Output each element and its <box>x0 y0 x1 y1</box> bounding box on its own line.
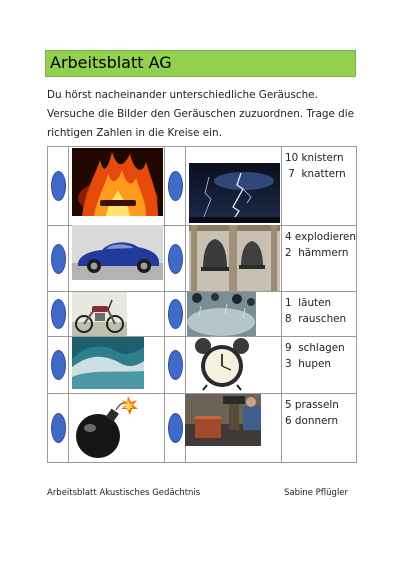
footer-left: Arbeitsblatt Akustisches Gedächtnis <box>47 488 201 498</box>
matching-table <box>47 146 357 463</box>
answer-circle[interactable] <box>51 244 66 274</box>
table-row <box>48 292 357 337</box>
footer-author: Sabine Pflügler <box>284 488 349 498</box>
answer-circle[interactable] <box>168 413 183 443</box>
lightning-image <box>189 163 280 223</box>
word-item: 4 explodieren <box>285 231 357 243</box>
title-bar <box>45 50 356 77</box>
instructions-text: Du hörst nacheinander unterschiedliche Geräusche. Versuche die Bilder den Geräuschen zuzuordnen. Trage die richtigen Zahlen in die Kreise ein. <box>47 89 355 139</box>
word-item: 2 hämmern <box>285 247 349 259</box>
word-item: 9 schlagen <box>285 342 345 354</box>
table-row <box>48 337 357 394</box>
motorcycle-image <box>72 292 127 336</box>
answer-circle[interactable] <box>51 350 66 380</box>
rain-image <box>187 292 256 336</box>
answer-circle[interactable] <box>168 299 183 329</box>
bomb-image <box>70 394 140 460</box>
table-row <box>48 147 357 226</box>
word-item: 1 läuten <box>285 297 332 309</box>
answer-circle[interactable] <box>168 244 183 274</box>
word-item: 5 prasseln <box>285 399 339 411</box>
answer-circle[interactable] <box>168 171 183 201</box>
table-row <box>48 394 357 463</box>
answer-circle[interactable] <box>168 350 183 380</box>
hammering-image <box>185 394 261 446</box>
word-item: 10 knistern <box>285 152 344 164</box>
word-item: 6 donnern <box>285 415 339 427</box>
alarm-clock-image <box>189 337 255 391</box>
table-row <box>48 226 357 292</box>
fire-image <box>72 148 163 216</box>
word-item: 7 knattern <box>285 168 346 180</box>
word-item: 8 rauschen <box>285 313 347 325</box>
ocean-wave-image <box>72 337 144 389</box>
answer-circle[interactable] <box>51 171 66 201</box>
sports-car-image <box>72 225 163 280</box>
page-title: Arbeitsblatt AG <box>50 53 172 72</box>
church-bells-image <box>189 225 280 291</box>
answer-circle[interactable] <box>51 299 66 329</box>
word-item: 3 hupen <box>285 358 331 370</box>
answer-circle[interactable] <box>51 413 66 443</box>
